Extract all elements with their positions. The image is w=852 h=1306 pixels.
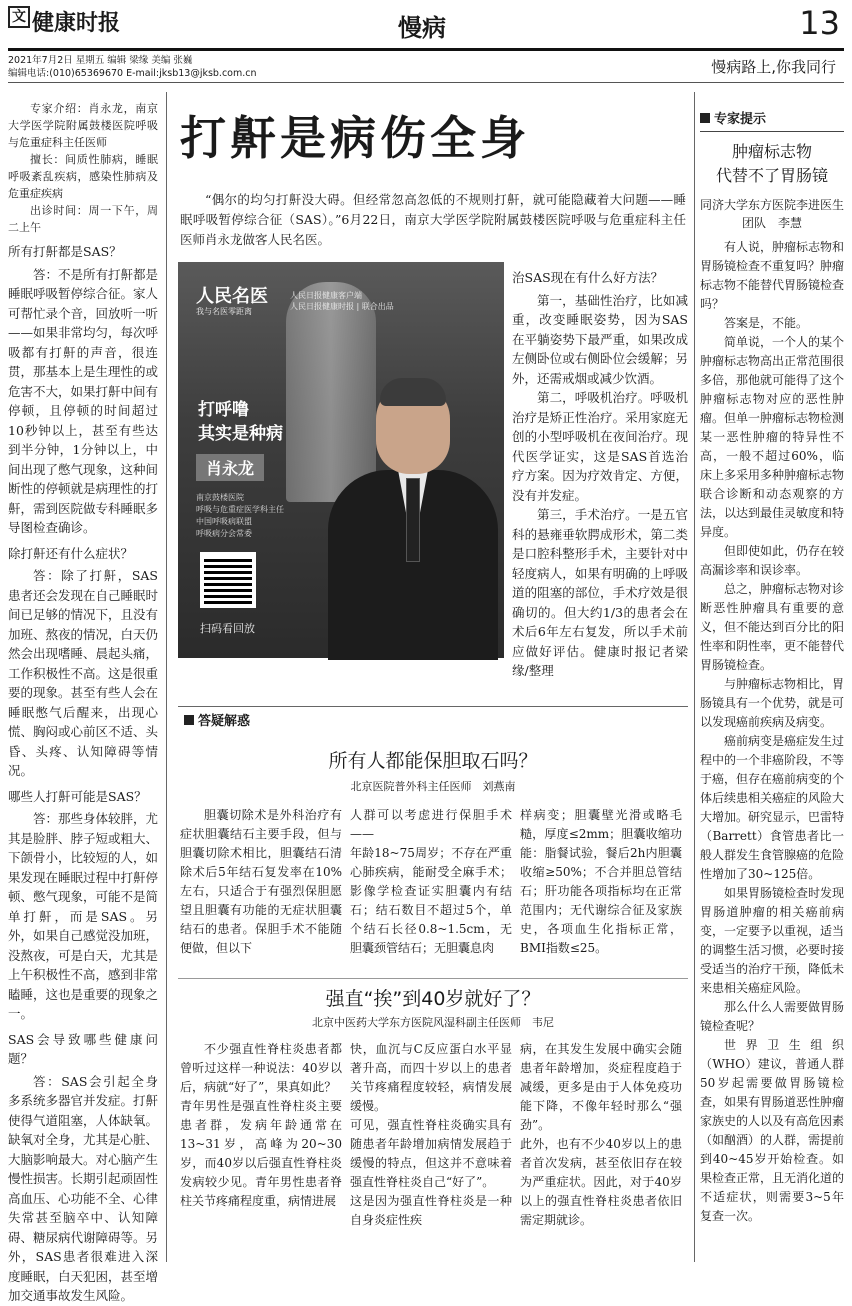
poster-slogan-line2: 其实是种病 (198, 424, 283, 444)
logo-text: 健康时报 (32, 11, 121, 36)
poster-title-line: 呼吸与危重症医学科主任 (196, 505, 284, 514)
article2-byline: 北京中医药大学东方医院风湿科副主任医师 韦尼 (312, 1016, 554, 1029)
article2-text: 病，在其发生发展中确实会随患者年龄增加，炎症程度趋于减缓，更多是由于人体免疫功能下降，不像年轻时那么“强劲”。 此外，也有不少40岁以上的患者首次发病，甚至依旧存在较为严重症状。因此，对于40岁以上的强直性脊柱炎患者依旧需定期就诊。 (520, 1042, 682, 1227)
treatment-p1: 第一，基础性治疗，比如减重，改变睡眠姿势，因为SAS在平躺姿势下最严重，如果改成左侧卧位或右侧卧位会缓解；另外，还需戒烟或减少饮酒。 (512, 292, 688, 386)
section-rule (178, 706, 688, 707)
qr-code-icon (200, 552, 256, 608)
section-label-text: 答疑解惑 (198, 714, 251, 729)
poster-brand-sub: 我与名医零距离 (196, 307, 252, 316)
tips-paragraph: 简单说，一个人的某个肿瘤标志物高出正常范围很多倍，那他就可能得了这个肿瘤标志物对应的恶性肿瘤。但单一肿瘤标志物检测某一恶性肿瘤的特异性不高，一般不超过60%，临床上多采用多种肿瘤标志物联合诊断和动态观察的方法，以达到最佳灵敏度和特异度。 (700, 335, 845, 539)
logo-mark-icon: 文 (8, 6, 30, 28)
answer-4: 答：SAS会引起全身多系统多器官并发症。打鼾使得气道阻塞，人体缺氧。缺氧对全身，尤其是心脏、大脑影响最大。对心脑产生慢性损害。长期引起顽固性高血压、心功能不全、心律失常甚至脑卒中、认知障碍、糖尿病代谢障碍等。另外，SAS患者很难进入深度睡眠，白天犯困，甚至增加交通事故发生风险。 (8, 1073, 159, 1303)
section-name: 慢病 (398, 14, 446, 42)
article1-text: 人群可以考虑进行保胆手术—— 年龄18~75周岁；不存在严重心肺疾病，能耐受全麻手术；影像学检查证实胆囊内有结石；结石数目不超过5个，单个结石长径0.8~1.5cm，无胆囊颈管结石；无胆囊息肉 (350, 808, 512, 955)
section-label (184, 710, 250, 729)
poster-doctor-name: 肖永龙 (196, 454, 264, 481)
tips-paragraph: 世界卫生组织（WHO）建议，普通人群50岁起需要做胃肠镜检查，如果有胃肠道恶性肿瘤家族史的人以及有高危因素（如酗酒）的人群，需提前到40~45岁开始检查。如果检查正常，且无消化道的不适症状，则需要3~5年复查一次。 (700, 1038, 845, 1223)
expert-intro (8, 100, 158, 236)
article1-col1 (180, 806, 342, 974)
article1-text: 样病变；胆囊壁光滑或略毛糙，厚度≤2mm；胆囊收缩功能：脂餐试验，餐后2h内胆囊收缩≥50%；不合并胆总管结石；肝功能各项指标均在正常范围内；无代谢综合征及家族史，各项血生化指标正常，BMI指数≤25。 (520, 808, 682, 955)
masthead-bottom-rule (8, 82, 844, 83)
treatment-question: 治SAS现在有什么好方法？ (512, 270, 664, 285)
question-3: 哪些人打鼾可能是SAS？ (8, 788, 147, 804)
poster-title-line: 南京鼓楼医院 (196, 493, 244, 502)
article1-byline: 北京医院普外科主任医师 刘燕南 (350, 780, 516, 793)
article2-col2 (350, 1040, 512, 1268)
square-bullet-icon (184, 715, 194, 725)
article2-col1 (180, 1040, 342, 1268)
tips-paragraph: 与肿瘤标志物相比，胃肠镜具有一个优势，就是可以发现癌前疾病及病变。 (700, 677, 845, 729)
square-bullet-icon (700, 113, 710, 123)
poster-doctor-titles (196, 492, 284, 540)
tips-paragraph: 总之，肿瘤标志物对诊断恶性肿瘤具有重要的意义，但不能达到百分比的阳性率和阴性率，更不能替代胃肠镜检查。 (700, 582, 845, 672)
intro-expert: 专家介绍：肖永龙，南京大学医学院附属鼓楼医院呼吸与危重症科主任医师 (8, 102, 158, 149)
article1-title: 所有人都能保胆取石吗？ (328, 750, 538, 772)
article1-col3 (520, 806, 682, 974)
treatment-p3: 第三，手术治疗。一是五官科的悬雍垂软腭成形术，第二类是口腔科整形手术，主要针对中轻度病人，如果有明确的上呼吸道的阻塞的部位，手术疗效是很确切的。但大约1/3的患者会在术后6年左右复发，所以手术前应做好评估。健康时报记者梁缘/整理 (512, 507, 688, 678)
doctor-portrait (328, 382, 498, 658)
page-number: 13 (799, 4, 840, 42)
poster-brand: 人民名医 (196, 286, 268, 307)
answer-2: 答：除了打鼾，SAS患者还会发现在自己睡眠时间已足够的情况下，且没有加班、熬夜的情况，白天仍然会出现嗜睡、晨起头痛，工作积极性不高。这是很重要的现象。甚至有些人会在睡眠憋气后醒来，出现心慌、胸闷或心前区不适、头昏、头疼、认知障碍等情况。 (8, 568, 159, 778)
tips-paragraph: 但即使如此，仍存在较高漏诊率和误诊率。 (700, 544, 845, 577)
portrait-tie (406, 478, 420, 562)
interview-poster-image (178, 262, 504, 658)
question-2: 除打鼾还有什么症状？ (8, 545, 134, 561)
article1-text: 胆囊切除术是外科治疗有症状胆囊结石主要手段，但与胆囊切除术相比，胆囊结石清除术后5年结石复发率在10%左右，只适合于有强烈保胆愿望且胆囊有功能的无症状胆囊结石的患者。保胆手术不能随便做，但以下 (180, 808, 342, 955)
qr-label: 扫码看回放 (200, 622, 255, 635)
expert-tips-header (700, 108, 844, 132)
tips-paragraph: 有人说，肿瘤标志物和胃肠镜检查不重复吗？肿瘤标志物不能替代胃肠镜检查吗？ (700, 240, 845, 311)
answer-3: 答：那些身体较胖，尤其是脸胖、脖子短或粗大、下颌骨小，比较短的人，如果发现在睡眠过程中打鼾停顿、憋气现象，可能不是简单打鼾，而是SAS。另外，如果自己感觉没加班，没熬夜，可是白天，尤其是上午积极性不高，感到非常瞌睡，这也是重要的现象之一。 (8, 811, 159, 1021)
portrait-hair (380, 378, 446, 406)
article2-text: 快，血沉与C反应蛋白水平显著升高，而四十岁以上的患者关节疼痛程度较轻，病情发展缓慢。 可见，强直性脊柱炎确实具有随患者年龄增加病情发展趋于缓慢的特点，但这并不意味着强直性脊柱炎自己“好了”。 这是因为强直性脊柱炎是一种自身炎症性疾 (350, 1042, 512, 1227)
tips-title-line2: 代替不了胃肠镜 (715, 166, 828, 185)
section-slogan: 慢病路上,你我同行 (711, 58, 836, 76)
poster-slogan-line1: 打呼噜 (198, 400, 249, 420)
poster-title-line: 中国呼吸病联盟 (196, 517, 252, 526)
intro-skill: 擅长：间质性肺病，睡眠呼吸紊乱疾病，感染性肺病及危重症疾病 (8, 153, 158, 200)
meta-date-editors: 2021年7月2日 星期五 编辑 梁缘 美编 张巍 (8, 55, 193, 66)
article1-col2 (350, 806, 512, 974)
tips-byline: 同济大学东方医院李进医生团队 李慧 (700, 198, 845, 230)
masthead-rule (8, 48, 844, 51)
column-divider-left (166, 92, 167, 1262)
main-headline: 打鼾是病伤全身 (180, 111, 530, 165)
article2-text: 不少强直性脊柱炎患者都曾听过这样一种说法：40岁以后，病就“好了”，果真如此？ 青年男性是强直性脊柱炎主要患者群，发病年龄通常在13~31岁，高峰为20~30岁，而40岁以后强直性脊柱炎发病较少见。青年男性患者脊柱关节疼痛程度重，病情进展 (180, 1042, 342, 1208)
article-divider (178, 978, 688, 979)
meta-contact: 编辑电话:(010)65369670 E-mail:jksb13@jksb.com.cn (8, 68, 257, 79)
newspaper-logo (8, 6, 120, 37)
masthead (8, 6, 844, 80)
answer-1: 答：不是所有打鼾都是睡眠呼吸暂停综合征。家人可帮忙录个音，回放听一听——如果非常均匀，每次呼吸都有打鼾的声音，很连贯，那基本上是生理性的或危害不大，如果打鼾中间有停顿，且停顿的时间超过10秒钟以上，甚至有些达到半分钟，1分钟以上，中间出现了憋气现象，这种间断性的停顿就是病理性的打鼾，需到医院做专科睡眠多导图检查确诊。 (8, 266, 159, 535)
left-column (8, 100, 158, 1306)
tips-paragraph: 如果胃肠镜检查时发现胃肠道肿瘤的相关癌前病变，一定要予以重视，适当的调整生活习惯，必要时接受适当的治疗干预，降低未来患相关癌症风险。 (700, 886, 845, 995)
tips-article-title (700, 140, 844, 188)
tips-paragraph: 答案是，不能。 (724, 316, 809, 330)
expert-tips-label: 专家提示 (714, 112, 767, 127)
poster-slogan (198, 398, 283, 446)
tips-title-line1: 肿瘤标志物 (731, 142, 812, 161)
treatment-p2: 第二，呼吸机治疗。呼吸机治疗是矫正性治疗。采用家庭无创的小型呼吸机在夜间治疗。现代医学证实，这是SAS首选治疗方案。因为疗效肯定、方便，没有并发症。 (512, 390, 688, 503)
article2-title: 强直“挨”到40岁就好了？ (325, 988, 541, 1010)
poster-title-line: 呼吸病分会常委 (196, 529, 252, 538)
column-divider-right (694, 92, 695, 1262)
tips-paragraph: 癌前病变是癌症发生过程中的一个非癌阶段，不等于癌，但存在癌前病变的个体后续患相关癌症的风险大大增加。研究显示，巴雷特（Barrett）食管患者比一般人群发生食管腺癌的危险性增加了30~125倍。 (700, 734, 845, 881)
poster-partners: 人民日报健康客户端 人民日报健康时报 | 联合出品 (290, 291, 394, 311)
masthead-meta (8, 54, 257, 80)
tips-paragraph: 那么什么人需要做胃肠镜检查呢？ (700, 1000, 845, 1033)
article2-col3 (520, 1040, 682, 1268)
lede-paragraph: “偶尔的均匀打鼾没大碍。但经常忽高忽低的不规则打鼾，就可能隐藏着大问题——睡眠呼吸暂停综合征（SAS）。”6月22日，南京大学医学院附属鼓楼医院呼吸与危重症科主任医师肖永龙做客人民名医。 (180, 192, 686, 247)
question-4: SAS会导致哪些健康问题？ (8, 1031, 158, 1066)
treatment-column (512, 262, 688, 681)
question-1: 所有打鼾都是SAS？ (8, 244, 122, 259)
tips-body (700, 238, 844, 1268)
intro-time: 出诊时间：周一下午，周二上午 (8, 204, 158, 234)
